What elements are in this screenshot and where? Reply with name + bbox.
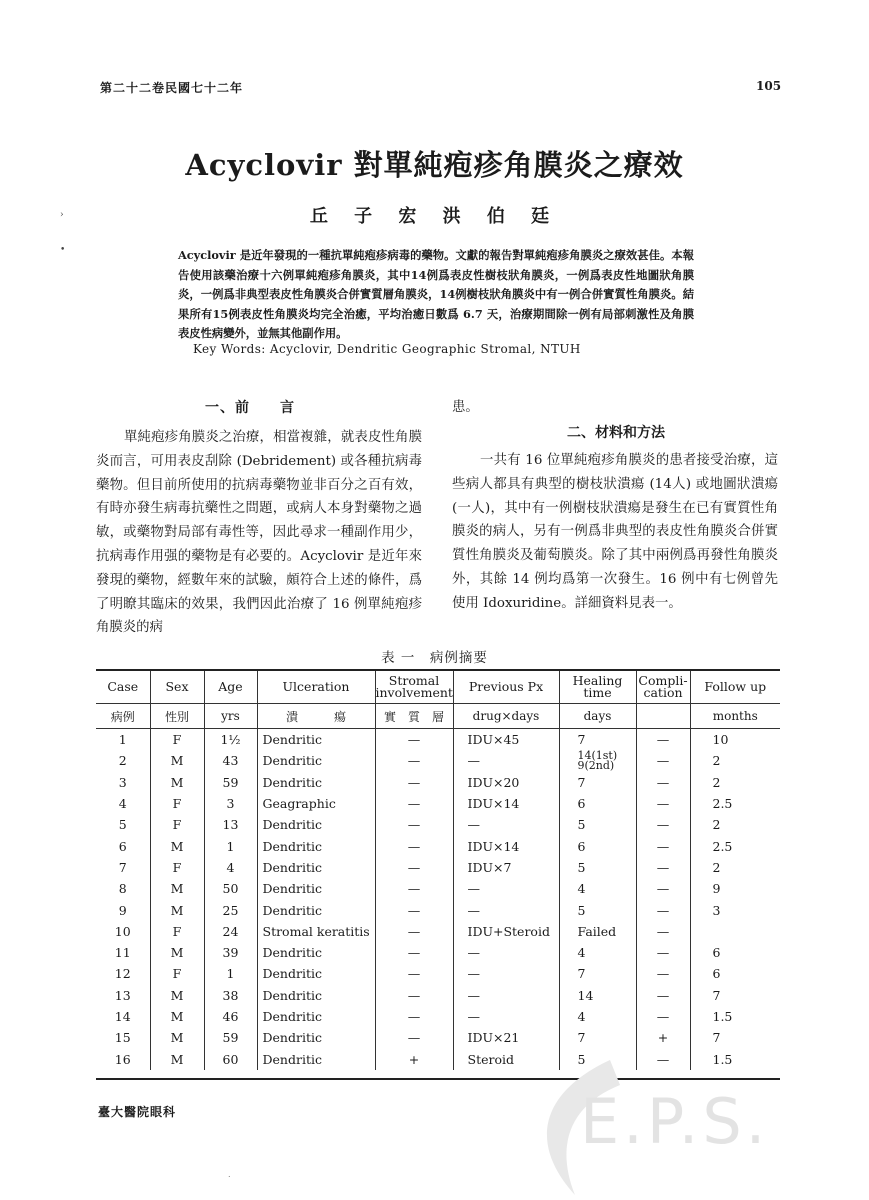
- header-complication: Compli-cation: [636, 671, 690, 704]
- cell-complication: —: [636, 878, 690, 899]
- cell-sex: F: [150, 793, 204, 814]
- cell-sex: F: [150, 963, 204, 984]
- cell-previous-px: IDU×21: [453, 1027, 559, 1048]
- cell-healing-time: Failed: [559, 921, 636, 942]
- scan-dot: .: [228, 1170, 231, 1179]
- cell-healing-time: 5: [559, 1048, 636, 1069]
- cell-complication: —: [636, 835, 690, 856]
- cell-sex: M: [150, 750, 204, 771]
- cell-stromal: —: [375, 942, 453, 963]
- cell-healing-time: 14(1st) 9(2nd): [559, 750, 636, 771]
- case-summary-table: [96, 671, 780, 1070]
- subheader-complication: [636, 704, 690, 729]
- cell-previous-px: —: [453, 750, 559, 771]
- table-subheader-row: [96, 704, 780, 729]
- table-row: [96, 750, 780, 771]
- cell-stromal: —: [375, 729, 453, 751]
- introduction-text: 單純疱疹角膜炎之治療，相當複雜，就表皮性角膜炎而言，可用表皮刮除 (Debridement) 或各種抗病毒藥物。但目前所使用的抗病毒藥物並非百分之百有效，有時亦發生病毒抗藥性之問題，或病人本身對藥物之過敏，或藥物對局部有毒性等，因此尋求一種副作用少，抗病毒作用强的藥物是有必要的。Acyclovir 是近年來發現的藥物，經數年來的試驗，頗符合上述的條件，爲了明瞭其臨床的效果，我們因此治療了 16 例單純疱疹角膜炎的病: [96, 430, 422, 636]
- subheader-case: 病例: [96, 704, 150, 729]
- cell-age: 59: [204, 1027, 257, 1048]
- cell-case: 15: [114, 1030, 131, 1046]
- table-row: [96, 1027, 780, 1048]
- cell-age: 39: [204, 942, 257, 963]
- cell-follow-up: 1.5: [690, 1006, 780, 1027]
- cell-complication: +: [636, 1027, 690, 1048]
- cell-case: 16: [114, 1051, 131, 1067]
- cell-ulceration: Dendritic: [257, 899, 375, 920]
- cell-ulceration: Dendritic: [257, 857, 375, 878]
- cell-follow-up: 2: [690, 750, 780, 771]
- subheader-stromal: 實 質 層: [375, 704, 453, 729]
- cell-complication: —: [636, 793, 690, 814]
- cell-previous-px: IDU×20: [453, 772, 559, 793]
- cell-follow-up: 2: [690, 814, 780, 835]
- cell-stromal: —: [375, 985, 453, 1006]
- cell-case: 4: [118, 796, 127, 812]
- header-ulceration: Ulceration: [257, 671, 375, 704]
- cell-complication: —: [636, 772, 690, 793]
- cell-sex: M: [150, 835, 204, 856]
- table-row: [96, 729, 780, 751]
- cell-age: 43: [204, 750, 257, 771]
- header-age: Age: [204, 671, 257, 704]
- subheader-previous-px: drug×days: [453, 704, 559, 729]
- table-row: [96, 878, 780, 899]
- cell-age: 25: [204, 899, 257, 920]
- page-number: 105: [756, 79, 782, 93]
- cell-previous-px: IDU×45: [453, 729, 559, 751]
- cell-sex: M: [150, 899, 204, 920]
- cell-follow-up: 10: [690, 729, 780, 751]
- header-sex: Sex: [150, 671, 204, 704]
- cell-follow-up: 2.5: [690, 793, 780, 814]
- cell-stromal: —: [375, 750, 453, 771]
- running-header: 第二十二卷民國七十二年: [100, 81, 244, 95]
- cell-age: 50: [204, 878, 257, 899]
- cell-stromal: —: [375, 793, 453, 814]
- cell-age: 13: [204, 814, 257, 835]
- cell-complication: —: [636, 942, 690, 963]
- cell-age: 59: [204, 772, 257, 793]
- cell-complication: —: [636, 729, 690, 751]
- cell-ulceration: Dendritic: [257, 814, 375, 835]
- cell-ulceration: Dendritic: [257, 835, 375, 856]
- table-row: [96, 814, 780, 835]
- cell-stromal: —: [375, 1027, 453, 1048]
- cell-follow-up: 9: [690, 878, 780, 899]
- cell-follow-up: 2.5: [690, 835, 780, 856]
- authors: 丘 子 宏 洪 伯 廷: [309, 206, 560, 227]
- cell-previous-px: —: [453, 1006, 559, 1027]
- cell-age: 24: [204, 921, 257, 942]
- cell-complication: —: [636, 857, 690, 878]
- table-row: [96, 963, 780, 984]
- cell-case: 2: [118, 753, 127, 769]
- cell-follow-up: 6: [690, 963, 780, 984]
- cell-healing-time: 6: [559, 793, 636, 814]
- cell-previous-px: —: [453, 942, 559, 963]
- cell-sex: F: [150, 814, 204, 835]
- table-row: [96, 899, 780, 920]
- cell-sex: F: [150, 921, 204, 942]
- cell-follow-up: 3: [690, 899, 780, 920]
- cell-complication: —: [636, 814, 690, 835]
- cell-previous-px: —: [453, 963, 559, 984]
- table-row: [96, 793, 780, 814]
- cell-age: 1½: [204, 729, 257, 751]
- header-stromal: Stromal involvement: [375, 671, 453, 704]
- cell-age: 46: [204, 1006, 257, 1027]
- cell-age: 60: [204, 1048, 257, 1069]
- cell-case: 14: [114, 1009, 131, 1024]
- cell-complication: —: [636, 899, 690, 920]
- cell-sex: M: [150, 878, 204, 899]
- abstract: Acyclovir 是近年發現的一種抗單純疱疹病毒的藥物。文獻的報告對單純疱疹角膜炎之療效甚佳。本報告使用該藥治療十六例單純疱疹角膜炎，其中14例爲表皮性樹枝狀角膜炎，一例爲表皮性地圖狀角膜炎，一例爲非典型表皮性角膜炎合併實質層角膜炎，14例樹枝狀角膜炎中有一例合併實質性角膜炎。結果所有15例表皮性角膜炎均完全治癒，平均治癒日數爲 6.7 天，治療期間除一例有局部刺激性及角膜表皮性病變外，並無其他副作用。: [178, 248, 694, 340]
- cell-complication: —: [636, 985, 690, 1006]
- table-row: [96, 772, 780, 793]
- cell-complication: —: [636, 963, 690, 984]
- cell-previous-px: —: [453, 985, 559, 1006]
- cell-sex: F: [150, 857, 204, 878]
- cell-healing-time: 7: [559, 963, 636, 984]
- cell-case: 6: [118, 838, 127, 854]
- cell-healing-time: 7: [559, 772, 636, 793]
- introduction-continuation: 患。: [452, 400, 479, 415]
- cell-previous-px: IDU×14: [453, 835, 559, 856]
- cell-follow-up: [690, 921, 780, 942]
- cell-stromal: —: [375, 835, 453, 856]
- cell-sex: M: [150, 772, 204, 793]
- cell-stromal: —: [375, 857, 453, 878]
- cell-follow-up: 6: [690, 942, 780, 963]
- cell-case: 5: [118, 817, 127, 833]
- cell-complication: —: [636, 921, 690, 942]
- table-row: [96, 1048, 780, 1069]
- cell-stromal: —: [375, 772, 453, 793]
- margin-mark: ›: [60, 210, 64, 220]
- cell-follow-up: 7: [690, 985, 780, 1006]
- cell-age: 1: [204, 963, 257, 984]
- subheader-sex: 性別: [150, 704, 204, 729]
- cell-ulceration: Stromal keratitis: [257, 921, 375, 942]
- cell-stromal: —: [375, 814, 453, 835]
- cell-ulceration: Dendritic: [257, 750, 375, 771]
- cell-ulceration: Dendritic: [257, 729, 375, 751]
- cell-complication: —: [636, 1006, 690, 1027]
- cell-complication: —: [636, 750, 690, 771]
- keywords: Key Words: Acyclovir, Dendritic Geographic Stromal, NTUH: [193, 342, 581, 356]
- cell-ulceration: Dendritic: [257, 985, 375, 1006]
- cell-ulceration: Geagraphic: [257, 793, 375, 814]
- table-row: [96, 857, 780, 878]
- cell-previous-px: IDU×7: [453, 857, 559, 878]
- cell-complication: —: [636, 1048, 690, 1069]
- cell-case: 7: [118, 859, 127, 875]
- cell-ulceration: Dendritic: [257, 878, 375, 899]
- cell-ulceration: Dendritic: [257, 942, 375, 963]
- cell-stromal: —: [375, 963, 453, 984]
- cell-healing-time: 6: [559, 835, 636, 856]
- cell-healing-time: 5: [559, 814, 636, 835]
- cell-previous-px: IDU×14: [453, 793, 559, 814]
- cell-follow-up: 7: [690, 1027, 780, 1048]
- cell-sex: M: [150, 1027, 204, 1048]
- cell-stromal: —: [375, 921, 453, 942]
- cell-healing-time: 7: [559, 729, 636, 751]
- cell-age: 1: [204, 835, 257, 856]
- cell-age: 3: [204, 793, 257, 814]
- cell-stromal: —: [375, 878, 453, 899]
- section-heading-methods: 二、材料和方法: [567, 425, 665, 441]
- table-row: [96, 985, 780, 1006]
- table-row: [96, 1006, 780, 1027]
- header-case: Case: [96, 671, 150, 704]
- watermark: E.P.S.: [580, 1085, 770, 1158]
- subheader-healing-time: days: [559, 704, 636, 729]
- cell-stromal: —: [375, 899, 453, 920]
- cell-previous-px: —: [453, 878, 559, 899]
- header-healing-time: Healing time: [559, 671, 636, 704]
- table-title: 表 一 病例摘要: [381, 650, 488, 666]
- cell-healing-time: 4: [559, 878, 636, 899]
- cell-previous-px: Steroid: [453, 1048, 559, 1069]
- margin-mark: •: [60, 245, 66, 255]
- affiliation-footer: 臺大醫院眼科: [98, 1105, 177, 1119]
- cell-sex: M: [150, 1048, 204, 1069]
- table-row: [96, 835, 780, 856]
- cell-case: 3: [118, 774, 127, 790]
- cell-follow-up: 2: [690, 772, 780, 793]
- cell-ulceration: Dendritic: [257, 963, 375, 984]
- cell-sex: F: [150, 729, 204, 751]
- cell-previous-px: —: [453, 814, 559, 835]
- subheader-age: yrs: [204, 704, 257, 729]
- cell-age: 4: [204, 857, 257, 878]
- cell-case: 11: [114, 945, 131, 961]
- header-follow-up: Follow up: [690, 671, 780, 704]
- cell-healing-time: 5: [559, 857, 636, 878]
- cell-healing-time: 7: [559, 1027, 636, 1048]
- cell-sex: M: [150, 1006, 204, 1027]
- cell-follow-up: 2: [690, 857, 780, 878]
- cell-follow-up: 1.5: [690, 1048, 780, 1069]
- header-previous-px: Previous Px: [453, 671, 559, 704]
- article-title: Acyclovir 對單純疱疹角膜炎之療效: [185, 148, 684, 182]
- table-bottom-rule: [96, 1078, 780, 1080]
- cell-stromal: +: [375, 1048, 453, 1069]
- methods-text: 一共有 16 位單純疱疹角膜炎的患者接受治療，這些病人都具有典型的樹枝狀潰瘍 (14人) 或地圖狀潰瘍 (一人)，其中有一例樹枝狀潰瘍是發生在已有實質性角膜炎的病人，另有一例爲非典型的表皮性角膜炎合併實質性角膜炎及葡萄膜炎。除了其中兩例爲再發性角膜炎外，其餘 14 例均爲第一次發生。16 例中有七例曾先使用 Idoxuridine。詳細資料見表一。: [452, 453, 778, 611]
- cell-ulceration: Dendritic: [257, 1048, 375, 1069]
- cell-healing-time: 5: [559, 899, 636, 920]
- cell-case: 1: [118, 732, 127, 748]
- cell-previous-px: IDU+Steroid: [453, 921, 559, 942]
- cell-sex: M: [150, 985, 204, 1006]
- table-row: [96, 921, 780, 942]
- cell-ulceration: Dendritic: [257, 1027, 375, 1048]
- cell-case: 12: [114, 966, 131, 982]
- cell-age: 38: [204, 985, 257, 1006]
- cell-ulceration: Dendritic: [257, 772, 375, 793]
- cell-stromal: —: [375, 1006, 453, 1027]
- cell-healing-time: 14: [559, 985, 636, 1006]
- cell-case: 10: [114, 923, 131, 939]
- cell-previous-px: —: [453, 899, 559, 920]
- subheader-follow-up: months: [690, 704, 780, 729]
- cell-healing-time: 4: [559, 942, 636, 963]
- cell-healing-time: 4: [559, 1006, 636, 1027]
- cell-sex: M: [150, 942, 204, 963]
- cell-ulceration: Dendritic: [257, 1006, 375, 1027]
- cell-case: 13: [114, 987, 131, 1003]
- subheader-ulceration: 潰 瘍: [257, 704, 375, 729]
- section-heading-introduction: 一、前 言: [205, 400, 295, 416]
- cell-case: 8: [118, 881, 127, 897]
- cell-case: 9: [118, 902, 127, 918]
- table-row: [96, 942, 780, 963]
